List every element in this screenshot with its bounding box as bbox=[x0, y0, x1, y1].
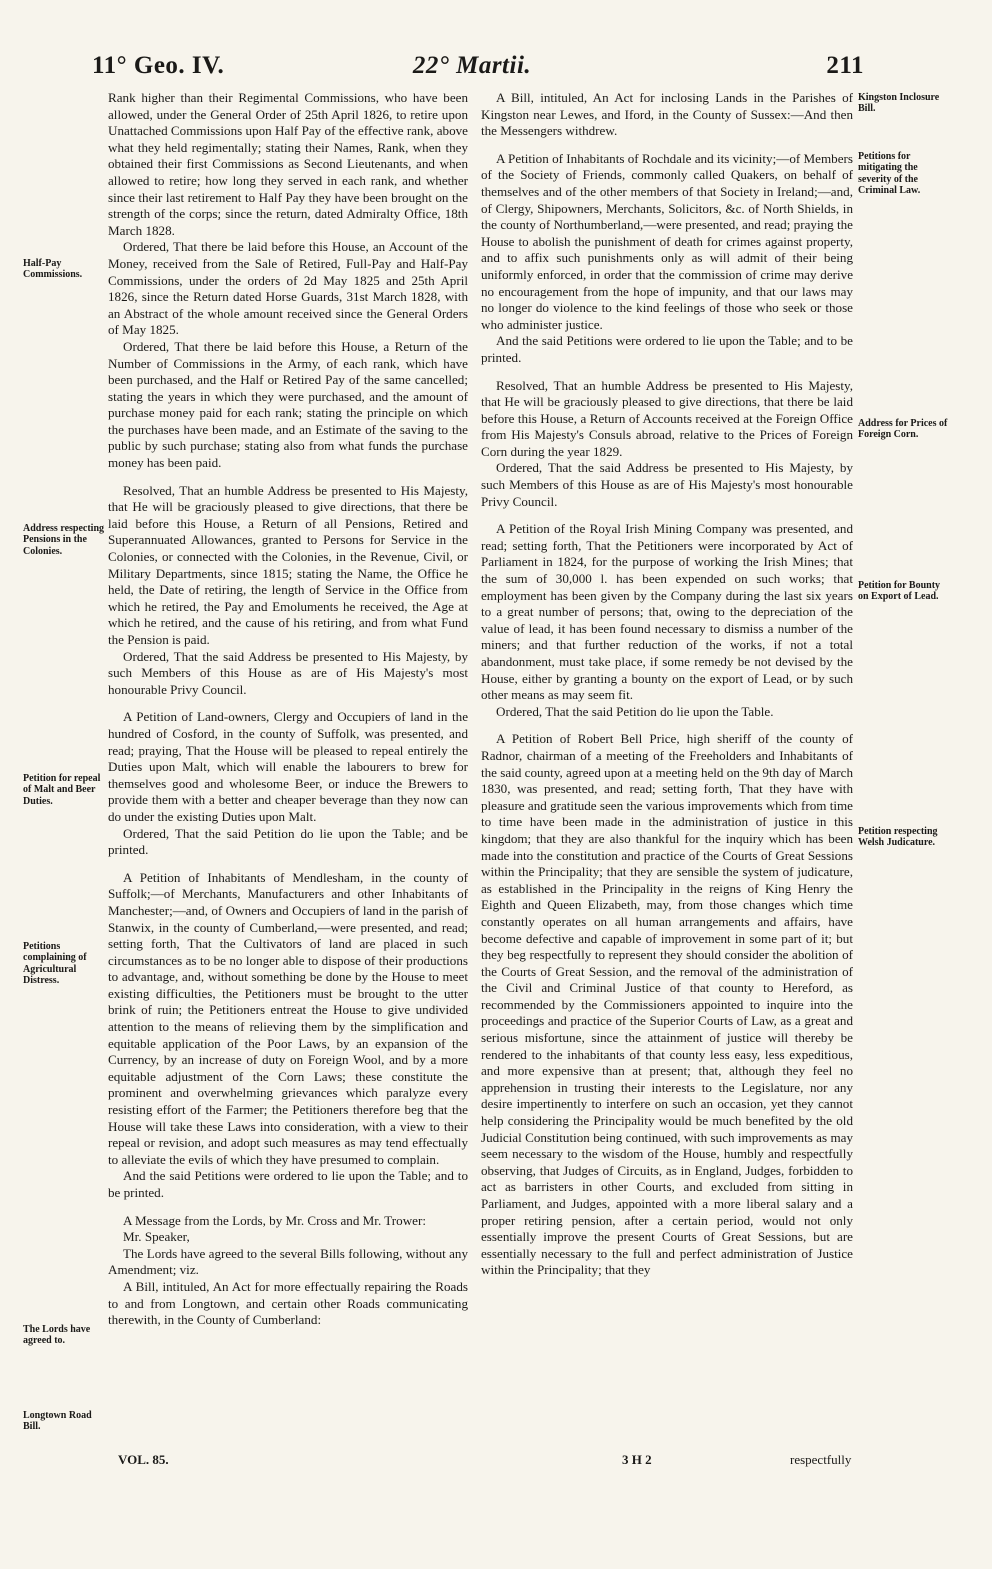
paragraph: Resolved, That an humble Address be presented to His Majesty, that He will be graciously pleased to give directions, that there be laid before this House, a Return of Accounts received at the Foreign Office from His Majesty's Consuls abroad, relative to the Prices of Foreign Corn during the year 1829. bbox=[481, 377, 853, 459]
margin-note: Petition for repeal of Malt and Beer Duties. bbox=[23, 773, 101, 807]
paragraph: Mr. Speaker, bbox=[123, 1229, 190, 1245]
page-header bbox=[92, 52, 864, 82]
margin-note: Longtown Road Bill. bbox=[23, 1410, 92, 1433]
regnal-year: 11° Geo. IV. bbox=[92, 52, 225, 79]
paragraph: A Message from the Lords, by Mr. Cross and Mr. Trower: bbox=[123, 1212, 426, 1228]
left-column bbox=[108, 90, 468, 1329]
margin-note: Address for Prices of Foreign Corn. bbox=[858, 418, 948, 441]
page-number: 211 bbox=[826, 52, 864, 79]
right-column bbox=[481, 90, 853, 1279]
margin-note: Petitions complaining of Agricultural Distress. bbox=[23, 941, 87, 987]
paragraph: Ordered, That there be laid before this House, a Return of the Number of Commissions in the Army, of each rank, which have been purchased, and the Half or Retired Pay of the same cancelled; stating the years in which they were purchased, and the amount of purchase money paid for each rank; stating the principle on which the purchases have been made, and an Estimate of the saving to the public by such purchase; stating also from what funds the purchase money has been paid. bbox=[108, 338, 468, 471]
paragraph: A Petition of Inhabitants of Mendlesham, in the county of Suffolk;—of Merchants, Manufacturers and other Inhabitants of Manchester;—and, of Owners and Occupiers of land in the parish of Stanwix, in the county of Cumberland,—were presented, and read; setting forth, That the Cultivators of land are placed in such circumstances as to be no longer able to dispose of their productions to advantage, and, without something be done by the House to meet existing difficulties, the Petitioners must be brought to the utter brink of ruin; the Petitioners entreat the House to give undivided attention to the means of relieving them by the simplification and equitable application of the Poor Laws, by an expansion of the Currency, by an increase of duty on Foreign Wool, and by a more equitable adjustment of the Corn Laws; these constitute the prominent and overwhelming grievances which paralyze every resisting effort of the Farmer; the Petitioners therefore beg that the House will take these Laws into consideration, with a view to their repeal or revision, and adopt such measures as may tend effectually to alleviate the evils of which they have presumed to complain. bbox=[108, 869, 468, 1167]
paragraph: Ordered, That the said Petition do lie upon the Table. bbox=[496, 703, 774, 719]
paragraph: A Petition of Robert Bell Price, high sheriff of the county of Radnor, chairman of a meeting of the Freeholders and Inhabitants of the said county, agreed upon at a meeting held on the 9th day of March 1830, was presented, and read; setting forth, That they have with pleasure and gratitude seen the various improvements which from time to time have been made in the administration of justice in this kingdom; that they are also thankful for the inquiry which has been made into the constitution and practice of the Courts of Great Sessions within the Principality; that they are sensible the system of judicature, as established in the Principality in the reigns of King Henry the Eighth and Queen Elizabeth, may, from those changes which time constantly operates on all human arrangements and affairs, have become defective and capable of improvement in some part of it; but they beg respectfully to represent they should consider the abolition of the Courts of Great Session, and the removal of the administration of the Civil and Criminal Justice of that county to Hereford, as recommended by the Commissioners appointed to inquire into the proceedings and practice of the Superior Courts of Law, as a great and serious misfortune, since the attainment of justice will thereby be rendered to the inhabitants of that county less easy, less expeditious, and more expensive than at present; that, although they feel no apprehension in trusting their interests to the Legislature, nor any desire impertinently to interfere on such an occasion, yet they cannot help considering the Principality would be much benefited by the old Judicial Constitution being continued, with such improvements as may seem necessary to the wisdom of the House, humbly and respectfully observing, that Judges of Circuits, as in England, Judges, forbidden to act as barristers in other Courts, and excluded from sitting in Parliament, and Judges, appointed with a more liberal salary and a proper retiring pension, after a certain period, would not only essentially improve the present Courts of Great Sessions, but are essentially necessary to the full and perfect administration of Justice within the Principality; that they bbox=[481, 731, 853, 1278]
signature-mark: 3 H 2 bbox=[622, 1452, 652, 1467]
paragraph: A Bill, intituled, An Act for more effectually repairing the Roads to and from Longtown, and certain other Roads communicating therewith, in the County of Cumberland: bbox=[108, 1278, 468, 1328]
volume-number: VOL. 85. bbox=[118, 1452, 169, 1467]
paragraph: A Petition of Inhabitants of Rochdale and its vicinity;—of Members of the Society of Friends, commonly called Quakers, on behalf of themselves and of the other members of that Society in Ireland;—and, of Clergy, Shipowners, Merchants, Solicitors, &c. of North Shields, in the county of Northumberland,—were presented, and read; praying the House to abolish the punishment of death for crimes against property, and to affix such punishments only as will admit of their being uniformly enforced, in order that the commission of crime may derive no encouragement from the hope of impunity, and that our laws may no longer do violence to the kind feelings of those who seek or those who administer justice. bbox=[481, 150, 853, 332]
paragraph: A Petition of Land-owners, Clergy and Occupiers of land in the hundred of Cosford, in the county of Suffolk, was presented, and read; praying, That the House will be pleased to repeal entirely the Duties upon Malt, which will enable the labourers to brew for themselves good and wholesome Beer, or induce the Brewers to provide them with a better and cheaper beverage than they now can do under the existing Duties upon Malt. bbox=[108, 709, 468, 824]
paragraph: A Bill, intituled, An Act for inclosing Lands in the Parishes of Kingston near Lewes, and Iford, in the County of Sussex:—And then the Messengers withdrew. bbox=[481, 90, 853, 139]
paragraph: The Lords have agreed to the several Bills following, without any Amendment; viz. bbox=[108, 1245, 468, 1278]
paragraph: Ordered, That the said Address be presented to His Majesty, by such Members of this House as are of His Majesty's most honourable Privy Council. bbox=[108, 648, 468, 697]
paragraph: Rank higher than their Regimental Commissions, who have been allowed, under the General Order of 25th April 1826, to retire upon Unattached Commissions upon Half Pay of the effective rank, above what they held regimentally; stating their Names, Rank, when they obtained their first Commissions as Second Lieutenants, and when allowed to retire; how long they served in each rank, and whether since their last retirement to Half Pay they have been brought on the strength of the corps; since the return, dated Admiralty Office, 18th March 1828. bbox=[108, 90, 468, 238]
margin-note: The Lords have agreed to. bbox=[23, 1324, 91, 1347]
paragraph: And the said Petitions were ordered to lie upon the Table; and to be printed. bbox=[108, 1168, 468, 1200]
margin-note: Address respecting Pensions in the Colonies. bbox=[23, 523, 105, 557]
paragraph: Ordered, That the said Petition do lie upon the Table; and be printed. bbox=[108, 825, 468, 858]
paragraph: And the said Petitions were ordered to lie upon the Table; and to be printed. bbox=[481, 333, 853, 365]
margin-note: Petition respecting Welsh Judicature. bbox=[858, 826, 938, 849]
paragraph: Resolved, That an humble Address be presented to His Majesty, that He will be graciously pleased to give directions, that there be laid before this House, a Return of all Pensions, Retired and Superannuated Allowances, granted to Persons for Service in the Colonies, or connected with the Colonies, in the Revenue, Civil, or Military Departments, since 1815; stating the Name, the Office he held, the Date of retiring, the length of Service in the Office from which he retired, the Pay and Emoluments he received, the Age at which he retired, and the cause of his retiring, and from what Fund the Pension is paid. bbox=[108, 482, 468, 647]
date-heading: 22° Martii. bbox=[412, 52, 532, 79]
paragraph: A Petition of the Royal Irish Mining Company was presented, and read; setting forth, That the Petitioners were incorporated by Act of Parliament in 1824, for the purpose of working the Irish Mines; that the sum of 30,000 l. has been expended on such works; that employment has been given by the Company during the last six years to a great number of persons; that, owing to the depreciation of the value of lead, it has been found necessary to dismiss a number of the miners; and that further reduction of the works, if not a total abandonment, must take place, if some remedy be not devised by the House, either by granting a bounty on the export of Lead, or by such other means as may seem fit. bbox=[481, 521, 853, 703]
margin-note: Petition for Bounty on Export of Lead. bbox=[858, 580, 941, 603]
catchword: respectfully bbox=[790, 1452, 852, 1467]
paragraph: Ordered, That the said Address be presented to His Majesty, by such Members of this House as are of His Majesty's most honourable Privy Council. bbox=[481, 460, 853, 509]
margin-note: Kingston Inclosure Bill. bbox=[858, 92, 940, 115]
paragraph: Ordered, That there be laid before this House, an Account of the Money, received from the Sale of Retired, Full-Pay and Half-Pay Commissions, under the orders of 2d May 1825 and 25th April 1826, since the Return dated Horse Guards, 31st March 1828, with an Abstract of the whole amount received since the General Orders of May 1825. bbox=[108, 239, 468, 338]
margin-note: Petitions for mitigating the severity of the Criminal Law. bbox=[858, 151, 921, 197]
margin-note: Half-Pay Commissions. bbox=[23, 258, 83, 281]
